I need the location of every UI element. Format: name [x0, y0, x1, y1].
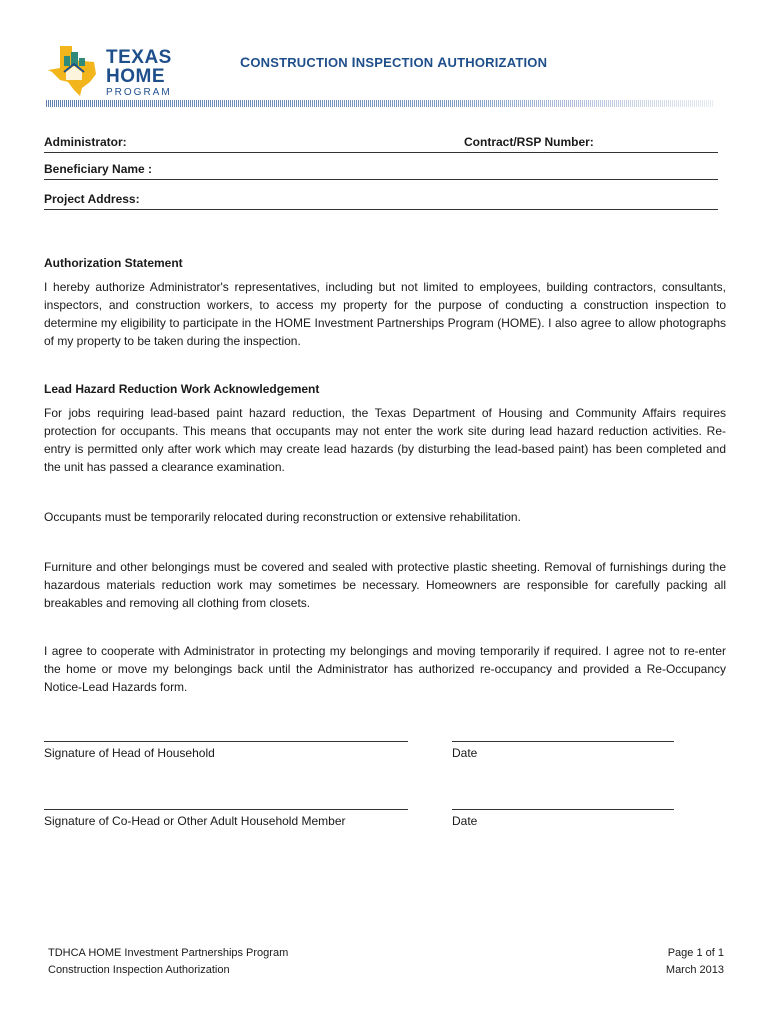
project-address-label: Project Address: [44, 192, 140, 206]
texas-map-icon [46, 44, 102, 96]
head-signature-line[interactable] [44, 741, 408, 742]
lead-hazard-paragraph-1: For jobs requiring lead-based paint hazard reduction, the Texas Department of Housing and Community Affairs requires protection for occupants. This means that occupants may not enter the work site during lead hazard reduction activities. Re-entry is permitted only after work which may create lead hazards (by disturbing the lead-based paint) has been completed and the unit has passed a clearance examination. [44, 406, 726, 474]
texas-home-logo [46, 44, 176, 100]
footer-date: March 2013 [665, 964, 724, 976]
logo-line-home: HOME [106, 66, 165, 87]
header-divider [46, 100, 714, 107]
footer-form-name: Construction Inspection Authorization [48, 964, 230, 976]
date-1-label: Date [452, 746, 478, 760]
cohead-signature-line[interactable] [44, 809, 408, 810]
project-address-row[interactable] [44, 189, 718, 210]
footer-page-number: Page 1 of 1 [667, 947, 724, 959]
logo-line-texas: TEXAS [106, 47, 172, 68]
lead-hazard-paragraph-2: Occupants must be temporarily relocated during reconstruction or extensive rehabilitation. [44, 510, 521, 524]
head-signature-label: Signature of Head of Household [44, 746, 215, 760]
date-1-line[interactable] [452, 741, 674, 742]
lead-hazard-paragraph-3: Furniture and other belongings must be covered and sealed with protective plastic sheeting. Removal of furnishings during the hazardous materials reduction work may sometimes be necessary. Homeowners are responsible for carefully packing all breakables and removing all clothing from closets. [44, 560, 726, 610]
date-2-line[interactable] [452, 809, 674, 810]
lead-hazard-paragraph-4: I agree to cooperate with Administrator in protecting my belongings and moving temporarily if required. I agree not to re-enter the home or move my belongings back until the Administrator has authorized re-occupancy and provided a Re-Occupancy Notice-Lead Hazards form. [44, 644, 726, 694]
lead-hazard-heading: Lead Hazard Reduction Work Acknowledgement [44, 382, 320, 396]
logo-text [106, 48, 172, 98]
administrator-label: Administrator: [44, 135, 127, 149]
footer-program: TDHCA HOME Investment Partnerships Program [48, 947, 289, 959]
authorization-text: I hereby authorize Administrator's representatives, including but not limited to employees, building contractors, consultants, inspectors, and construction workers, to access my property for the purpose of conducting a construction inspection to determine my eligibility to participate in the HOME Investment Partnerships Program (HOME). I also agree to allow photographs of my property to be taken during the inspection. [44, 280, 726, 348]
cohead-signature-label: Signature of Co-Head or Other Adult Household Member [44, 814, 346, 828]
beneficiary-name-row[interactable] [44, 159, 718, 180]
document-title: CONSTRUCTION INSPECTION AUTHORIZATION [240, 54, 548, 70]
date-2-label: Date [452, 814, 478, 828]
footer-right [666, 945, 724, 979]
administrator-contract-row[interactable] [44, 132, 718, 153]
authorization-heading: Authorization Statement [44, 256, 183, 270]
footer-left [48, 945, 288, 979]
contract-number-label: Contract/RSP Number: [464, 135, 594, 149]
beneficiary-name-label: Beneficiary Name : [44, 162, 153, 176]
logo-line-program: PROGRAM [106, 87, 172, 98]
